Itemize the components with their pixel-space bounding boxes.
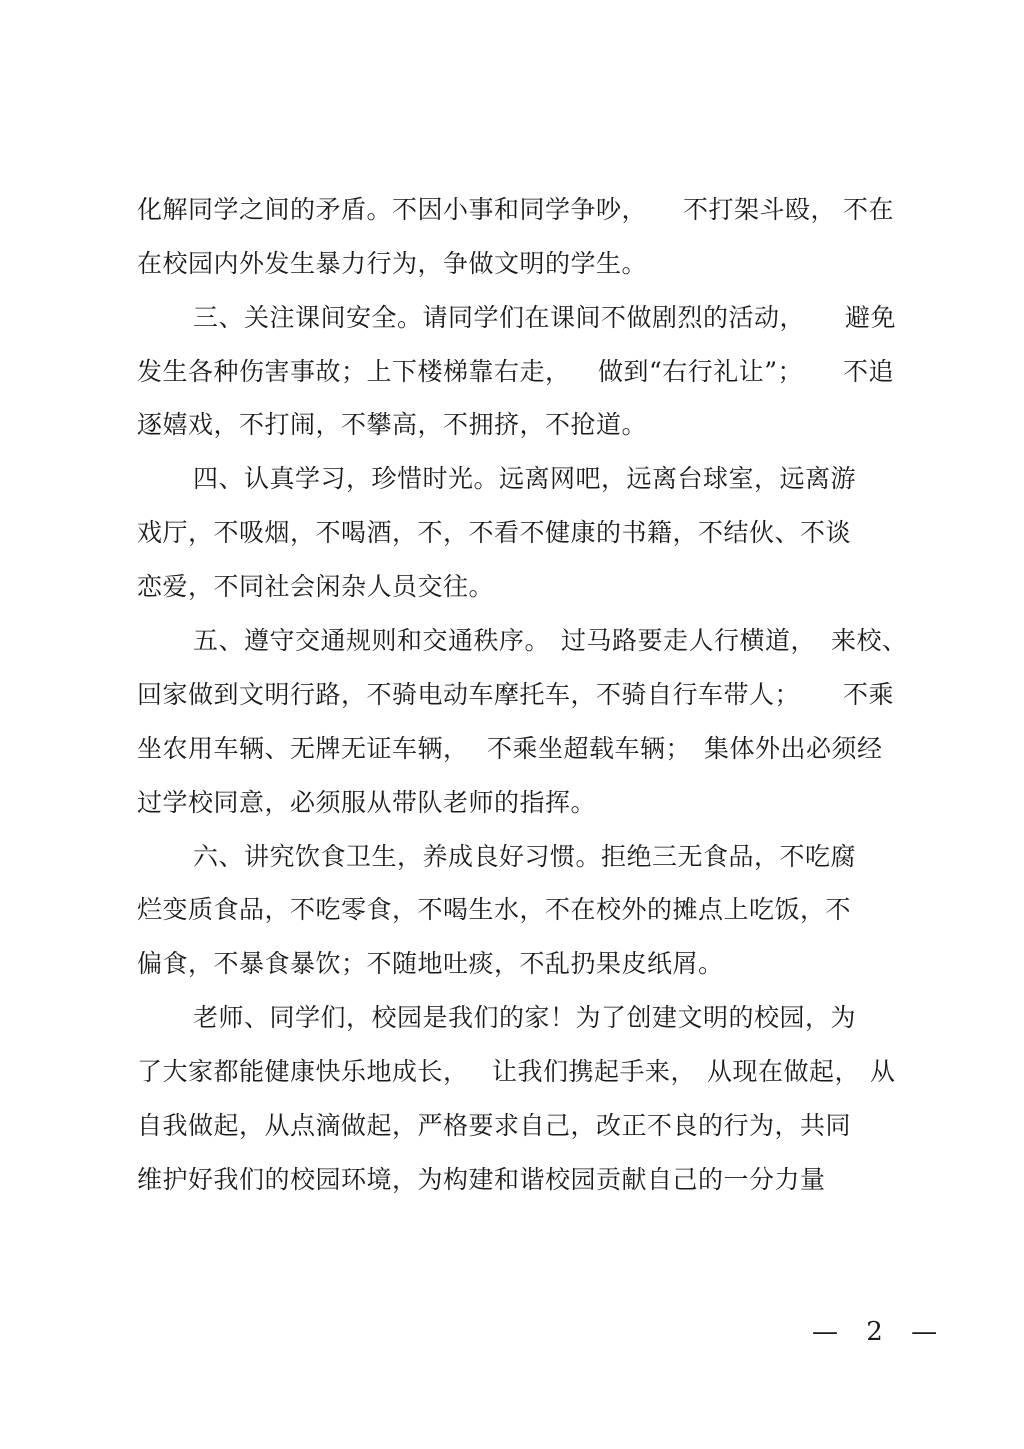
text-segment: 不乘 [843, 680, 895, 709]
text-line-7: 戏厅，不吸烟，不喝酒，不，不看不健康的书籍，不结伙、不谈 [137, 518, 852, 547]
text-segment: 发生各种伤害事故；上下楼梯靠右走， [137, 357, 571, 386]
text-segment: 让我们携起手来， [492, 1057, 697, 1086]
text-line-12: 过学校同意，必须服从带队老师的指挥。 [137, 788, 597, 817]
text-segment: 不追 [843, 357, 895, 386]
text-segment: 回家做到文明行路，不骑电动车摩托车，不骑自行车带人； [137, 680, 801, 709]
text-line-2: 在校园内外发生暴力行为，争做文明的学生。 [137, 249, 648, 278]
text-line-6: 四、认真学习，珍惜时光。远离网吧，远离台球室，远离游 [193, 464, 857, 493]
text-segment: 坐农用车辆、无牌无证车辆， [137, 734, 469, 763]
text-line-15: 偏食，不暴食暴饮；不随地吐痰，不乱扔果皮纸屑。 [137, 949, 724, 978]
text-line-19: 维护好我们的校园环境，为构建和谐校园贡献自己的一分力量 [137, 1165, 826, 1194]
text-segment: 过马路要走人行横道， [561, 626, 817, 655]
text-segment: 了大家都能健康快乐地成长， [137, 1057, 469, 1086]
page-number: — 2 — [812, 1317, 948, 1347]
text-line-18: 自我做起，从点滴做起，严格要求自己，改正不良的行为，共同 [137, 1111, 852, 1140]
text-line-16: 老师、同学们，校园是我们的家！为了创建文明的校园，为 [193, 1003, 857, 1032]
text-segment: 从现在做起， [707, 1057, 861, 1086]
text-line-13: 六、讲究饮食卫生，养成良好习惯。拒绝三无食品，不吃腐 [193, 842, 857, 871]
text-segment: 做到“右行礼让”； [598, 357, 804, 386]
text-segment: 来校、 [831, 626, 908, 655]
text-segment: 化解同学之间的矛盾。不因小事和同学争吵， [137, 195, 648, 224]
text-segment: 避免 [845, 303, 897, 332]
text-line-5: 逐嬉戏，不打闹，不攀高，不拥挤，不抢道。 [137, 410, 648, 439]
text-segment: 不打架斗殴， [683, 195, 837, 224]
text-segment: 集体外出必须经 [704, 734, 883, 763]
text-segment: 三、关注课间安全。请同学们在课间不做剧烈的活动， [193, 303, 806, 332]
text-segment: 从 [870, 1057, 896, 1086]
text-line-8: 恋爱，不同社会闲杂人员交往。 [137, 572, 495, 601]
text-line-14: 烂变质食品，不吃零食，不喝生水，不在校外的摊点上吃饭，不 [137, 895, 852, 924]
text-segment: 不乘坐超载车辆； [487, 734, 692, 763]
text-segment: 五、遵守交通规则和交通秩序。 [193, 626, 551, 655]
text-segment: 不在 [843, 195, 895, 224]
